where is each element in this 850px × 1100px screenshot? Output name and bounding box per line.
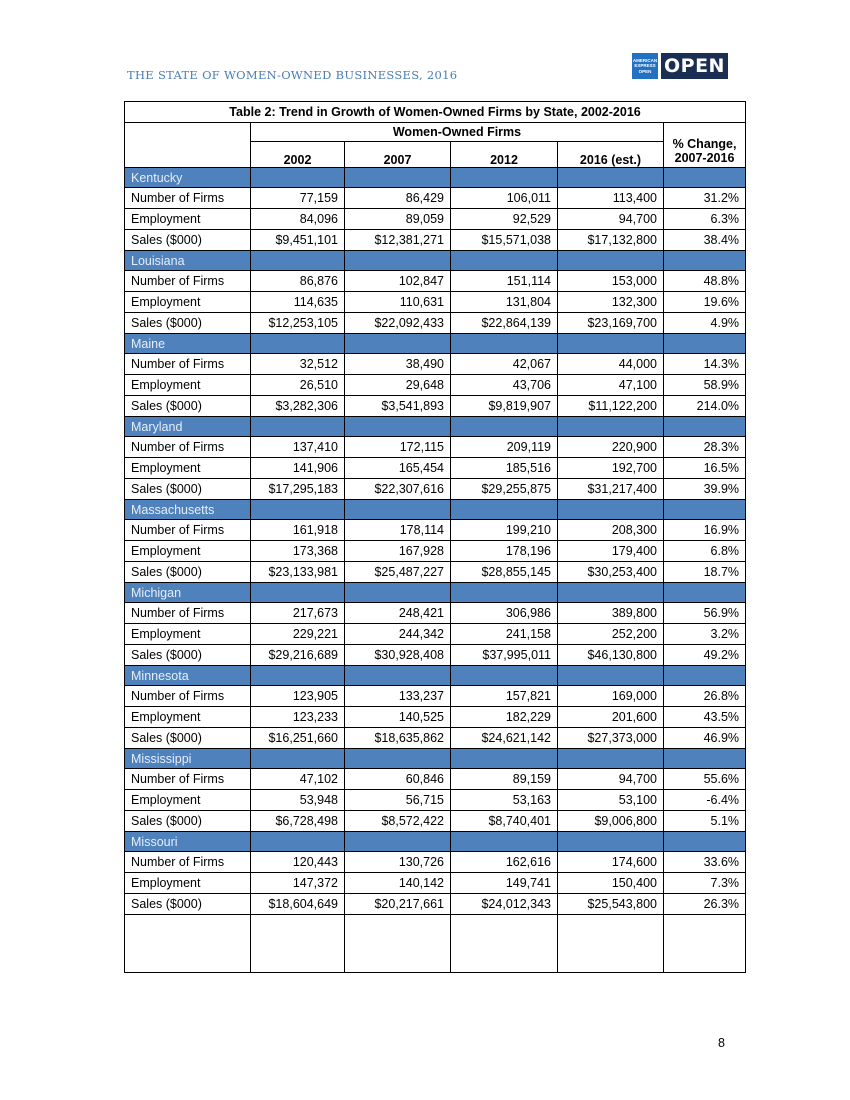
table-row: [125, 188, 746, 209]
value-cell: $9,451,101: [251, 230, 345, 251]
value-cell: 201,600: [558, 707, 664, 728]
metric-label: Sales ($000): [125, 230, 251, 251]
metric-label: Sales ($000): [125, 562, 251, 583]
value-cell: 114,635: [251, 292, 345, 313]
value-cell: 133,237: [345, 686, 451, 707]
percent-change-cell: 56.9%: [664, 603, 746, 624]
state-band-row: [125, 168, 746, 188]
blank-cell: [251, 915, 345, 973]
state-name: Missouri: [125, 832, 251, 852]
table-row: [125, 520, 746, 541]
year-header: 2007: [345, 142, 451, 168]
state-band-cell: [558, 251, 664, 271]
value-cell: $6,728,498: [251, 811, 345, 832]
state-band-cell: [664, 749, 746, 769]
percent-change-cell: 31.2%: [664, 188, 746, 209]
state-band-cell: [451, 666, 558, 686]
table-row: [125, 230, 746, 251]
value-cell: $37,995,011: [451, 645, 558, 666]
table-row: [125, 645, 746, 666]
table-row: [125, 209, 746, 230]
value-cell: $46,130,800: [558, 645, 664, 666]
value-cell: 141,906: [251, 458, 345, 479]
state-band-cell: [558, 500, 664, 520]
metric-label: Sales ($000): [125, 645, 251, 666]
percent-change-cell: 6.3%: [664, 209, 746, 230]
value-cell: $17,132,800: [558, 230, 664, 251]
year-header: 2002: [251, 142, 345, 168]
value-cell: $28,855,145: [451, 562, 558, 583]
value-cell: $12,381,271: [345, 230, 451, 251]
value-cell: 192,700: [558, 458, 664, 479]
state-band-cell: [451, 832, 558, 852]
percent-change-cell: 39.9%: [664, 479, 746, 500]
percent-change-cell: 5.1%: [664, 811, 746, 832]
value-cell: 102,847: [345, 271, 451, 292]
percent-change-cell: 26.8%: [664, 686, 746, 707]
value-cell: 42,067: [451, 354, 558, 375]
value-cell: $29,255,875: [451, 479, 558, 500]
value-cell: $20,217,661: [345, 894, 451, 915]
state-band-cell: [664, 832, 746, 852]
state-band-cell: [558, 168, 664, 188]
value-cell: 151,114: [451, 271, 558, 292]
percent-change-cell: 14.3%: [664, 354, 746, 375]
value-cell: 60,846: [345, 769, 451, 790]
percent-change-cell: 58.9%: [664, 375, 746, 396]
percent-change-cell: 43.5%: [664, 707, 746, 728]
blank-cell: [664, 915, 746, 973]
women-owned-firms-table: [124, 101, 746, 973]
value-cell: 229,221: [251, 624, 345, 645]
value-cell: 53,163: [451, 790, 558, 811]
table-row: [125, 707, 746, 728]
value-cell: 26,510: [251, 375, 345, 396]
metric-label: Sales ($000): [125, 479, 251, 500]
state-band-cell: [251, 832, 345, 852]
metric-label: Number of Firms: [125, 852, 251, 873]
metric-label: Number of Firms: [125, 520, 251, 541]
value-cell: 140,525: [345, 707, 451, 728]
value-cell: 162,616: [451, 852, 558, 873]
open-wordmark: OPEN: [661, 53, 728, 79]
table-row: [125, 313, 746, 334]
percent-change-cell: 46.9%: [664, 728, 746, 749]
state-band-cell: [251, 666, 345, 686]
state-band-cell: [251, 251, 345, 271]
percent-change-cell: 16.9%: [664, 520, 746, 541]
value-cell: $18,604,649: [251, 894, 345, 915]
year-header: 2012: [451, 142, 558, 168]
value-cell: $23,169,700: [558, 313, 664, 334]
metric-label: Number of Firms: [125, 686, 251, 707]
percent-change-cell: 55.6%: [664, 769, 746, 790]
state-band-cell: [345, 168, 451, 188]
value-cell: 140,142: [345, 873, 451, 894]
state-name: Massachusetts: [125, 500, 251, 520]
state-band-cell: [251, 417, 345, 437]
metric-label: Employment: [125, 375, 251, 396]
table-row: [125, 396, 746, 417]
percent-change-cell: 16.5%: [664, 458, 746, 479]
value-cell: 220,900: [558, 437, 664, 458]
state-band-cell: [451, 417, 558, 437]
value-cell: $11,122,200: [558, 396, 664, 417]
metric-label: Sales ($000): [125, 811, 251, 832]
value-cell: $31,217,400: [558, 479, 664, 500]
state-band-cell: [451, 334, 558, 354]
percent-change-cell: 3.2%: [664, 624, 746, 645]
value-cell: 241,158: [451, 624, 558, 645]
percent-change-cell: 38.4%: [664, 230, 746, 251]
value-cell: 161,918: [251, 520, 345, 541]
value-cell: $25,543,800: [558, 894, 664, 915]
value-cell: 179,400: [558, 541, 664, 562]
metric-label: Employment: [125, 707, 251, 728]
value-cell: 149,741: [451, 873, 558, 894]
state-band-cell: [451, 583, 558, 603]
state-band-cell: [345, 251, 451, 271]
metric-label: Sales ($000): [125, 396, 251, 417]
value-cell: 56,715: [345, 790, 451, 811]
state-band-cell: [451, 500, 558, 520]
state-band-row: [125, 251, 746, 271]
metric-label: Employment: [125, 873, 251, 894]
state-band-cell: [664, 583, 746, 603]
state-band-cell: [251, 500, 345, 520]
state-band-cell: [664, 417, 746, 437]
value-cell: 77,159: [251, 188, 345, 209]
state-band-cell: [345, 334, 451, 354]
value-cell: $9,819,907: [451, 396, 558, 417]
value-cell: 185,516: [451, 458, 558, 479]
metric-label: Number of Firms: [125, 437, 251, 458]
percent-change-cell: -6.4%: [664, 790, 746, 811]
value-cell: $18,635,862: [345, 728, 451, 749]
value-cell: $27,373,000: [558, 728, 664, 749]
value-cell: 89,059: [345, 209, 451, 230]
state-band-cell: [345, 500, 451, 520]
value-cell: 94,700: [558, 769, 664, 790]
value-cell: $16,251,660: [251, 728, 345, 749]
metric-label: Number of Firms: [125, 271, 251, 292]
metric-label: Sales ($000): [125, 728, 251, 749]
percent-change-cell: 28.3%: [664, 437, 746, 458]
percent-change-cell: 18.7%: [664, 562, 746, 583]
table-row: [125, 458, 746, 479]
state-band-cell: [558, 832, 664, 852]
state-band-row: [125, 832, 746, 852]
value-cell: 174,600: [558, 852, 664, 873]
table-row: [125, 728, 746, 749]
metric-label: Number of Firms: [125, 188, 251, 209]
value-cell: 208,300: [558, 520, 664, 541]
value-cell: $12,253,105: [251, 313, 345, 334]
state-name: Kentucky: [125, 168, 251, 188]
state-band-cell: [251, 334, 345, 354]
value-cell: 199,210: [451, 520, 558, 541]
blank-cell: [345, 915, 451, 973]
value-cell: 44,000: [558, 354, 664, 375]
table-row: [125, 894, 746, 915]
value-cell: 172,115: [345, 437, 451, 458]
state-band-cell: [451, 168, 558, 188]
value-cell: 86,429: [345, 188, 451, 209]
table-row: [125, 437, 746, 458]
value-cell: 106,011: [451, 188, 558, 209]
value-cell: $24,621,142: [451, 728, 558, 749]
table-row: [125, 603, 746, 624]
value-cell: 248,421: [345, 603, 451, 624]
metric-label: Employment: [125, 292, 251, 313]
value-cell: 110,631: [345, 292, 451, 313]
state-band-row: [125, 666, 746, 686]
page-number: 8: [718, 1036, 725, 1050]
state-band-cell: [664, 334, 746, 354]
value-cell: 157,821: [451, 686, 558, 707]
value-cell: 120,443: [251, 852, 345, 873]
value-cell: 178,114: [345, 520, 451, 541]
percent-change-cell: 33.6%: [664, 852, 746, 873]
value-cell: 43,706: [451, 375, 558, 396]
percent-change-cell: 48.8%: [664, 271, 746, 292]
percent-change-cell: 49.2%: [664, 645, 746, 666]
value-cell: 178,196: [451, 541, 558, 562]
state-band-row: [125, 749, 746, 769]
state-band-cell: [664, 251, 746, 271]
state-band-cell: [558, 749, 664, 769]
table-row: [125, 354, 746, 375]
value-cell: $8,572,422: [345, 811, 451, 832]
metric-label: Employment: [125, 790, 251, 811]
state-band-row: [125, 500, 746, 520]
year-header: 2016 (est.): [558, 142, 664, 168]
value-cell: 167,928: [345, 541, 451, 562]
value-cell: 389,800: [558, 603, 664, 624]
american-express-open-logo: [632, 53, 728, 79]
value-cell: $23,133,981: [251, 562, 345, 583]
metric-label: Number of Firms: [125, 769, 251, 790]
value-cell: 150,400: [558, 873, 664, 894]
value-cell: 92,529: [451, 209, 558, 230]
state-band-cell: [558, 334, 664, 354]
state-band-row: [125, 583, 746, 603]
value-cell: $3,282,306: [251, 396, 345, 417]
table-row: [125, 769, 746, 790]
table-row: [125, 873, 746, 894]
value-cell: 47,102: [251, 769, 345, 790]
metric-label: Employment: [125, 624, 251, 645]
state-band-cell: [345, 666, 451, 686]
value-cell: 38,490: [345, 354, 451, 375]
state-name: Maryland: [125, 417, 251, 437]
value-cell: 153,000: [558, 271, 664, 292]
state-band-cell: [558, 583, 664, 603]
value-cell: 132,300: [558, 292, 664, 313]
state-band-row: [125, 417, 746, 437]
blank-cell: [558, 915, 664, 973]
table-row: [125, 375, 746, 396]
table-row: [125, 811, 746, 832]
value-cell: 53,100: [558, 790, 664, 811]
state-band-cell: [558, 417, 664, 437]
table-row: [125, 479, 746, 500]
value-cell: $30,928,408: [345, 645, 451, 666]
state-band-cell: [251, 168, 345, 188]
state-band-cell: [664, 666, 746, 686]
metric-label: Employment: [125, 458, 251, 479]
blank-cell: [125, 915, 251, 973]
value-cell: 130,726: [345, 852, 451, 873]
value-cell: 123,905: [251, 686, 345, 707]
metric-label: Number of Firms: [125, 354, 251, 375]
value-cell: $3,541,893: [345, 396, 451, 417]
percent-change-cell: 4.9%: [664, 313, 746, 334]
state-band-cell: [664, 168, 746, 188]
state-band-cell: [345, 749, 451, 769]
value-cell: 86,876: [251, 271, 345, 292]
state-name: Louisiana: [125, 251, 251, 271]
value-cell: 306,986: [451, 603, 558, 624]
state-band-cell: [558, 666, 664, 686]
value-cell: 165,454: [345, 458, 451, 479]
value-cell: 123,233: [251, 707, 345, 728]
metric-label: Sales ($000): [125, 894, 251, 915]
row-label-header: [125, 123, 251, 168]
table-title: Table 2: Trend in Growth of Women-Owned Firms by State, 2002-2016: [125, 102, 746, 123]
amex-logo-icon: AMERICAN EXPRESS OPEN: [632, 53, 658, 79]
value-cell: $15,571,038: [451, 230, 558, 251]
value-cell: 252,200: [558, 624, 664, 645]
value-cell: 244,342: [345, 624, 451, 645]
percent-change-cell: 214.0%: [664, 396, 746, 417]
table-row: [125, 624, 746, 645]
value-cell: 173,368: [251, 541, 345, 562]
value-cell: 169,000: [558, 686, 664, 707]
value-cell: $30,253,400: [558, 562, 664, 583]
value-cell: $17,295,183: [251, 479, 345, 500]
blank-row: [125, 915, 746, 973]
value-cell: $22,092,433: [345, 313, 451, 334]
value-cell: 47,100: [558, 375, 664, 396]
state-name: Michigan: [125, 583, 251, 603]
value-cell: 89,159: [451, 769, 558, 790]
state-band-cell: [664, 500, 746, 520]
state-band-cell: [345, 583, 451, 603]
state-band-cell: [451, 251, 558, 271]
table-row: [125, 562, 746, 583]
state-band-cell: [345, 832, 451, 852]
value-cell: 113,400: [558, 188, 664, 209]
table-row: [125, 790, 746, 811]
value-cell: 217,673: [251, 603, 345, 624]
group-header: Women-Owned Firms: [251, 123, 664, 142]
value-cell: $24,012,343: [451, 894, 558, 915]
state-band-cell: [251, 583, 345, 603]
state-band-cell: [345, 417, 451, 437]
document-header-title: THE STATE OF WOMEN-OWNED BUSINESSES, 2016: [127, 68, 458, 82]
state-band-row: [125, 334, 746, 354]
state-name: Mississippi: [125, 749, 251, 769]
value-cell: 32,512: [251, 354, 345, 375]
value-cell: $25,487,227: [345, 562, 451, 583]
value-cell: $22,307,616: [345, 479, 451, 500]
value-cell: 94,700: [558, 209, 664, 230]
table-row: [125, 271, 746, 292]
percent-change-cell: 19.6%: [664, 292, 746, 313]
metric-label: Employment: [125, 541, 251, 562]
percent-change-header: % Change, 2007-2016: [664, 123, 746, 168]
table-row: [125, 686, 746, 707]
table-row: [125, 541, 746, 562]
percent-change-cell: 7.3%: [664, 873, 746, 894]
state-name: Minnesota: [125, 666, 251, 686]
metric-label: Sales ($000): [125, 313, 251, 334]
state-name: Maine: [125, 334, 251, 354]
value-cell: 182,229: [451, 707, 558, 728]
value-cell: 137,410: [251, 437, 345, 458]
metric-label: Number of Firms: [125, 603, 251, 624]
blank-cell: [451, 915, 558, 973]
percent-change-cell: 26.3%: [664, 894, 746, 915]
value-cell: 131,804: [451, 292, 558, 313]
table-row: [125, 292, 746, 313]
value-cell: 209,119: [451, 437, 558, 458]
value-cell: $29,216,689: [251, 645, 345, 666]
value-cell: $9,006,800: [558, 811, 664, 832]
value-cell: 84,096: [251, 209, 345, 230]
table-row: [125, 852, 746, 873]
value-cell: $8,740,401: [451, 811, 558, 832]
value-cell: 53,948: [251, 790, 345, 811]
value-cell: 147,372: [251, 873, 345, 894]
metric-label: Employment: [125, 209, 251, 230]
percent-change-cell: 6.8%: [664, 541, 746, 562]
state-band-cell: [251, 749, 345, 769]
value-cell: $22,864,139: [451, 313, 558, 334]
value-cell: 29,648: [345, 375, 451, 396]
state-band-cell: [451, 749, 558, 769]
